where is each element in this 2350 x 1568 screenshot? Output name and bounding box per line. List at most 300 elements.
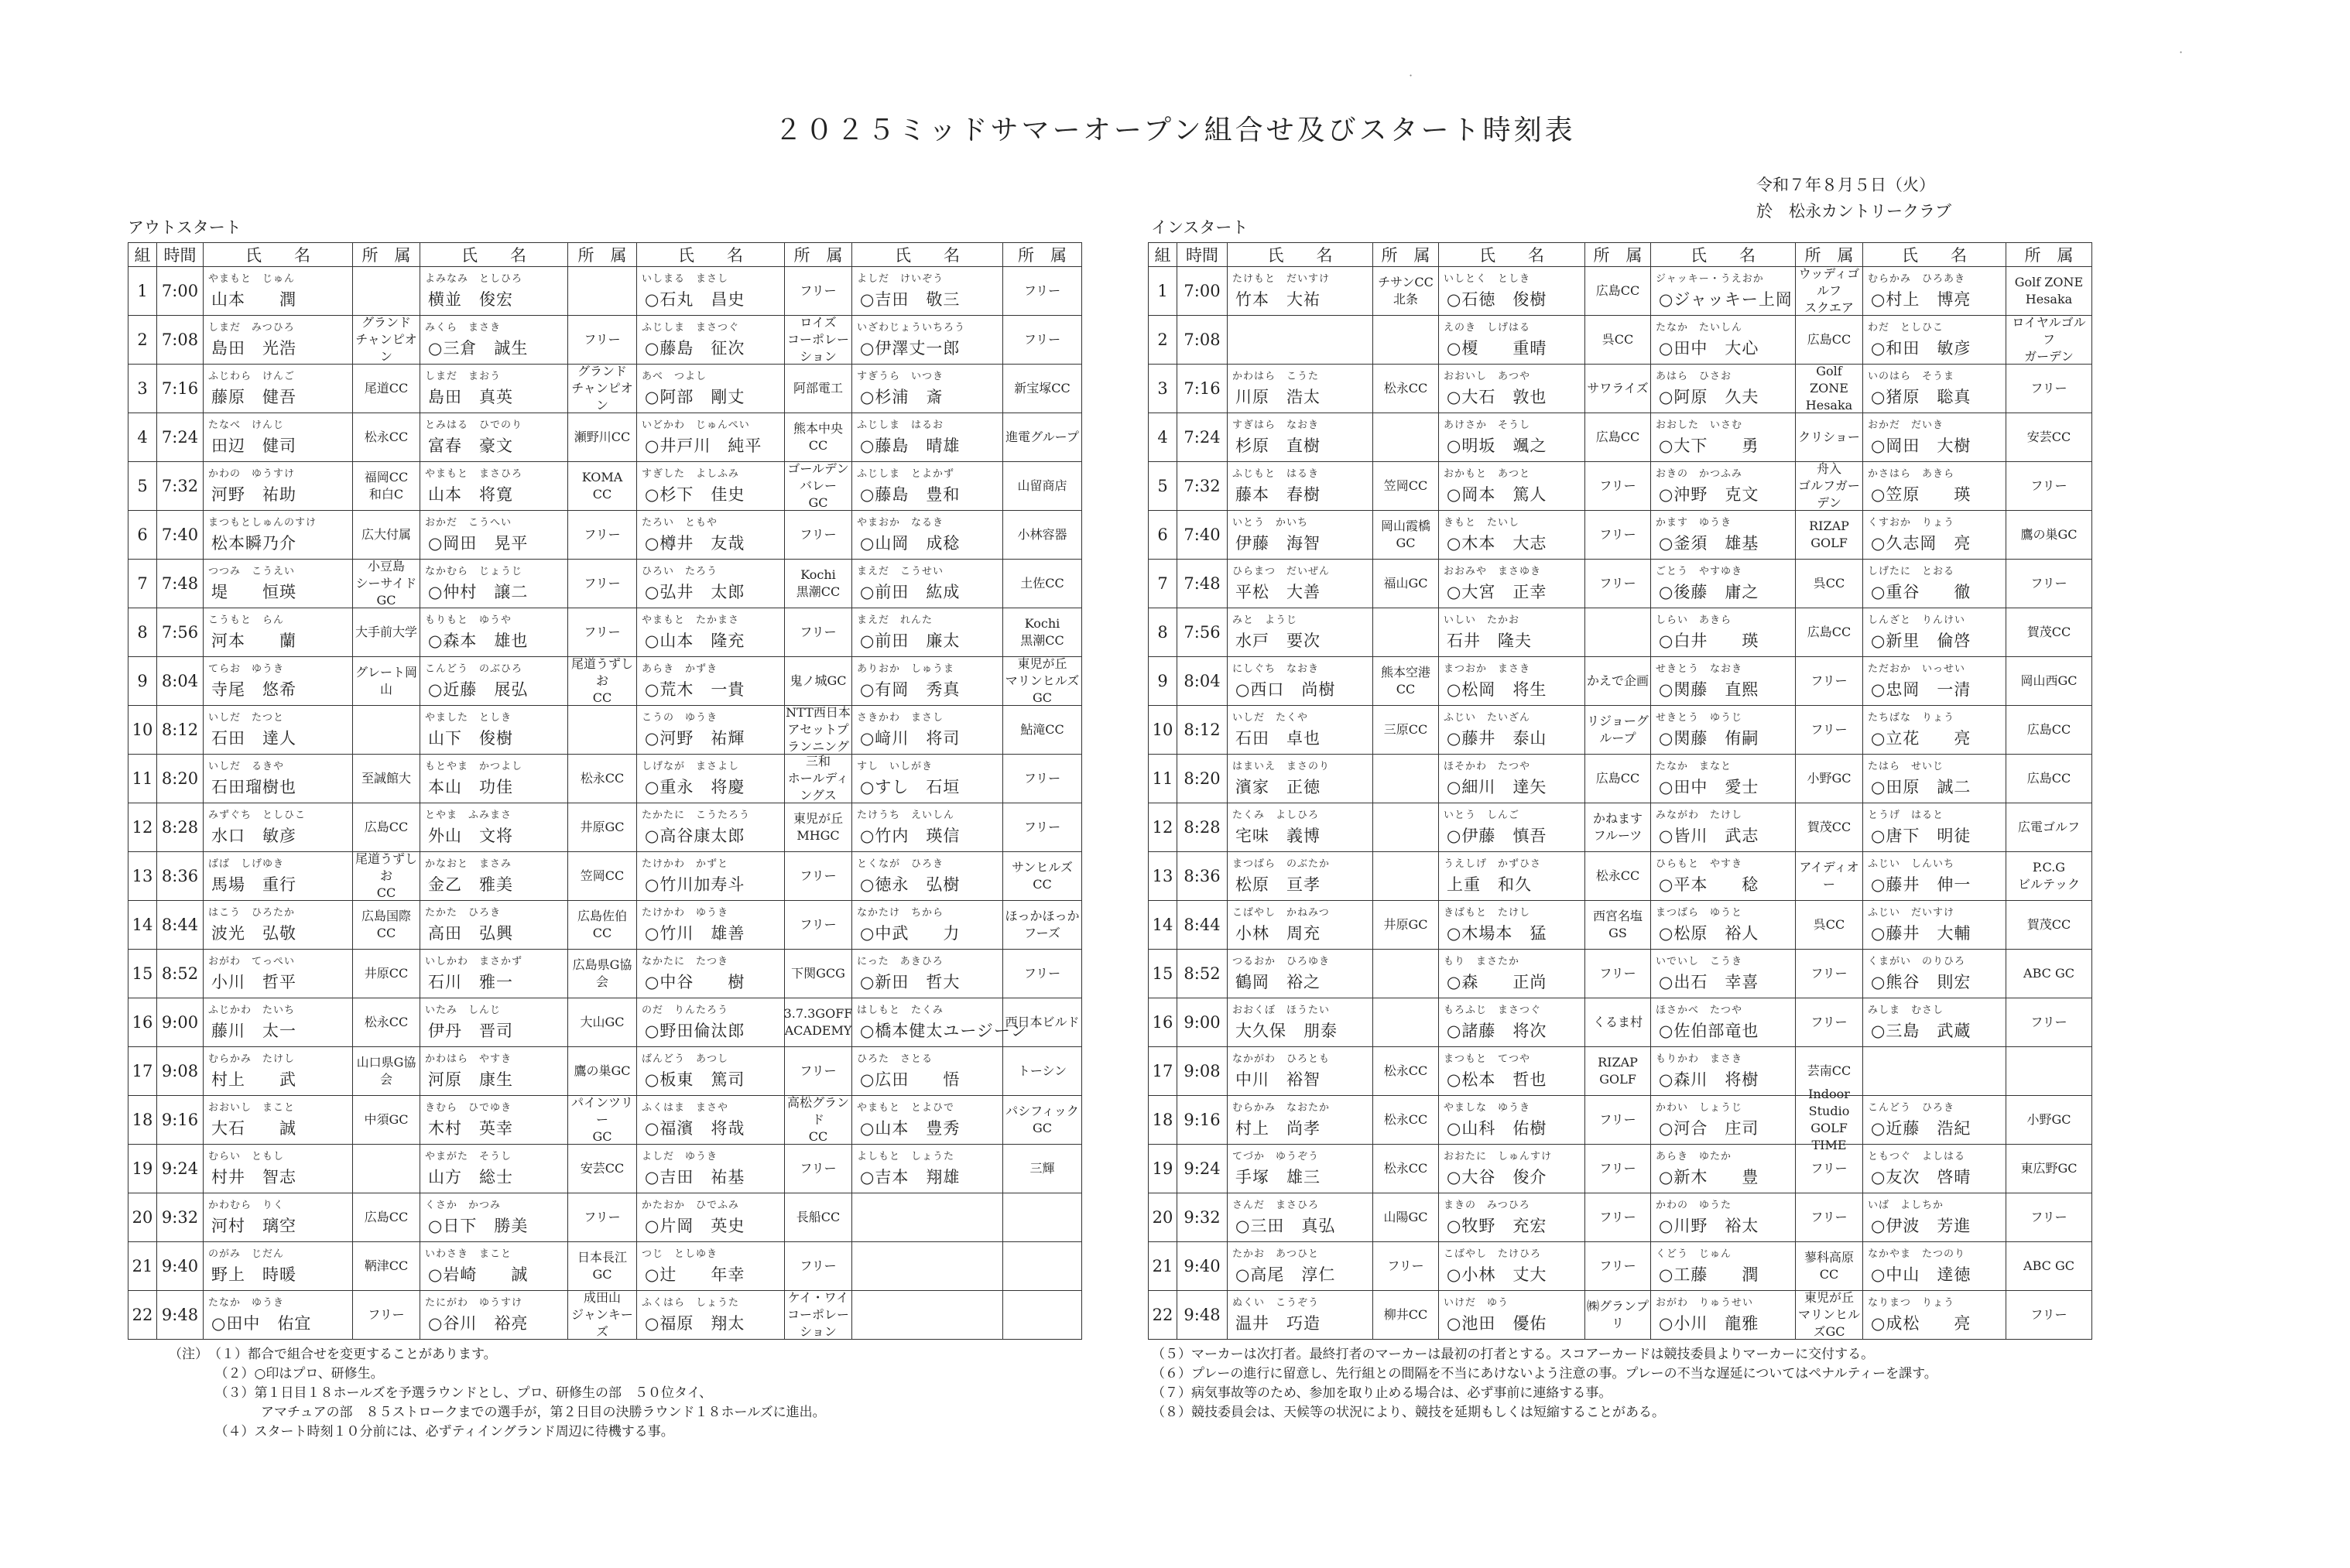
player-name: 村井 智志 — [211, 1168, 296, 1186]
player-name-block — [420, 413, 567, 461]
affiliation: 広島国際CC — [361, 909, 411, 940]
player-name-block — [1651, 1291, 1795, 1339]
event-date-venue — [1756, 172, 1951, 224]
affiliation: 下関GCG — [791, 966, 845, 981]
player-kana: たけもと だいすけ — [1232, 273, 1331, 285]
player-kana: ごとう やすゆき — [1656, 566, 1743, 577]
player-cell — [852, 1145, 1003, 1193]
affiliation-cell — [1796, 852, 1863, 901]
affiliation: 鷹の巣GC — [2020, 527, 2078, 542]
affiliation-cell — [1373, 706, 1439, 755]
player-name: ○石徳 俊樹 — [1447, 290, 1547, 309]
affiliation-cell — [2006, 657, 2092, 706]
player-name: 宅味 義博 — [1235, 827, 1321, 845]
player-name: 山方 総士 — [428, 1168, 513, 1186]
player-name-block — [420, 1096, 567, 1144]
player-name-block — [1439, 560, 1584, 608]
player-name: 川原 浩太 — [1235, 388, 1321, 406]
affiliation-cell — [1373, 1145, 1439, 1193]
affiliation: 岡山西GC — [2020, 673, 2078, 688]
affiliation: 尾道CC — [364, 381, 409, 395]
player-kana: かわむら りく — [208, 1200, 285, 1211]
player-name-block — [420, 560, 567, 608]
group-row — [1149, 365, 2092, 413]
player-name: 鶴岡 裕之 — [1235, 973, 1321, 991]
player-name-block — [204, 852, 352, 900]
affiliation: 西宮名塩 GS — [1592, 909, 1643, 940]
affiliation-cell — [1796, 1242, 1863, 1291]
player-kana: まつおか まさき — [1444, 663, 1531, 675]
note-line: （７）病気事故等のため、参加を取り止める場合は、必ず事前に連絡する事。 — [1152, 1385, 1612, 1401]
group-number: 9 — [1149, 657, 1177, 706]
start-time: 9:24 — [1177, 1145, 1228, 1193]
player-name-block — [852, 365, 1002, 413]
player-name: ○立花 亮 — [1871, 729, 1971, 748]
affiliation-cell — [568, 608, 637, 657]
player-kana: ふじもと はるき — [1232, 468, 1320, 480]
header-cell: 所 属 — [1585, 243, 1651, 267]
player-name: 山本 将寛 — [428, 485, 513, 504]
player-cell — [1228, 1291, 1373, 1340]
group-row — [1149, 852, 2092, 901]
player-name-block — [1651, 1096, 1795, 1144]
player-name: 温井 巧造 — [1235, 1314, 1321, 1333]
affiliation-cell — [1003, 511, 1082, 560]
player-name-block — [420, 1291, 567, 1339]
affiliation-cell — [1003, 755, 1082, 803]
player-name: ○重永 将慶 — [645, 778, 745, 796]
player-name: ○出石 幸喜 — [1659, 973, 1759, 991]
player-cell — [1228, 950, 1373, 998]
player-name-block — [1863, 901, 2006, 949]
player-name-block — [420, 657, 567, 705]
player-name: ○田中 佑宜 — [211, 1314, 312, 1333]
affiliation: フリー — [1810, 966, 1848, 981]
player-kana: おがわ りゅうせい — [1656, 1297, 1754, 1309]
player-kana: おかだ だいき — [1868, 419, 1944, 431]
player-cell — [1228, 998, 1373, 1047]
player-name: ○岡田 大樹 — [1871, 437, 1971, 455]
group-row — [128, 560, 1082, 608]
affiliation-cell — [785, 267, 852, 316]
player-name-block — [204, 462, 352, 510]
affiliation-cell — [1003, 1047, 1082, 1096]
affiliation: 福岡CC 和白C — [364, 470, 409, 502]
affiliation-cell — [1796, 511, 1863, 560]
player-name-block — [1863, 267, 2006, 315]
affiliation-cell — [1585, 462, 1651, 511]
player-name-block — [1439, 803, 1584, 851]
affiliation-cell — [1003, 950, 1082, 998]
player-name-block — [1651, 560, 1795, 608]
player-kana: やまもと じゅん — [208, 273, 296, 285]
player-cell — [1651, 950, 1796, 998]
affiliation: 松永CC — [364, 430, 409, 444]
player-cell — [637, 316, 785, 365]
start-time: 7:40 — [1177, 511, 1228, 560]
player-kana: こばやし たけひろ — [1444, 1248, 1542, 1260]
affiliation-cell — [785, 901, 852, 950]
affiliation: フリー — [1023, 283, 1061, 298]
affiliation-cell — [1796, 755, 1863, 803]
player-name: ○笠原 瑛 — [1871, 485, 1971, 504]
player-kana: ひらもと やすき — [1656, 858, 1743, 870]
start-time: 7:00 — [157, 267, 204, 316]
affiliation-cell — [785, 413, 852, 462]
start-time: 7:56 — [1177, 608, 1228, 657]
affiliation: ロイズ コーポレーション — [786, 315, 849, 364]
affiliation: トーシン — [1017, 1063, 1067, 1078]
group-row — [1149, 950, 2092, 998]
affiliation: 井原CC — [364, 966, 409, 981]
player-name-block — [637, 413, 784, 461]
player-name-block — [637, 1145, 784, 1193]
start-time: 8:28 — [1177, 803, 1228, 852]
player-cell — [1863, 1291, 2006, 1340]
player-name: ○大石 敦也 — [1447, 388, 1547, 406]
affiliation: かねます フルーツ — [1592, 811, 1643, 843]
player-cell — [1651, 365, 1796, 413]
affiliation-cell — [785, 608, 852, 657]
player-kana: あはら ひさお — [1656, 371, 1732, 382]
player-kana: おおいし あつや — [1444, 371, 1531, 382]
player-cell — [1651, 803, 1796, 852]
affiliation-cell — [1373, 901, 1439, 950]
affiliation: 広大付属 — [361, 527, 411, 542]
player-kana: むらい ともし — [208, 1151, 285, 1162]
player-kana: おかもと あつと — [1444, 468, 1531, 480]
affiliation: 笠岡CC — [1383, 478, 1428, 493]
header-cell: 時間 — [1177, 243, 1228, 267]
player-cell — [1651, 1145, 1796, 1193]
group-number: 3 — [128, 365, 157, 413]
player-cell — [1228, 511, 1373, 560]
affiliation-cell — [568, 755, 637, 803]
player-name: ○新田 哲大 — [860, 973, 961, 991]
affiliation-cell — [353, 803, 420, 852]
group-number: 7 — [1149, 560, 1177, 608]
affiliation-cell — [1003, 1193, 1082, 1242]
player-name-block — [204, 413, 352, 461]
player-name-block — [420, 803, 567, 851]
player-cell — [420, 998, 568, 1047]
player-kana: くさか かつみ — [425, 1200, 502, 1211]
affiliation-cell — [1585, 1291, 1651, 1340]
affiliation: 山口県G協会 — [356, 1055, 416, 1087]
player-kana: こんどう ひろき — [1868, 1102, 1955, 1114]
player-name: ○片岡 英史 — [645, 1217, 745, 1235]
note-line: （２）○印はプロ、研修生。 — [169, 1366, 384, 1381]
affiliation — [1585, 608, 1650, 656]
player-name-block — [1863, 1242, 2006, 1290]
player-name: 伊藤 海智 — [1235, 534, 1321, 553]
player-cell — [1439, 1242, 1585, 1291]
group-number: 22 — [128, 1291, 157, 1340]
player-name-block — [852, 901, 1002, 949]
player-name-block — [1651, 511, 1795, 559]
header-cell: 氏 名 — [204, 243, 353, 267]
player-kana: こうもと らん — [208, 615, 285, 626]
player-kana: うえしげ かずひさ — [1444, 858, 1542, 870]
player-kana: たけうち えいしん — [857, 810, 955, 821]
affiliation-cell — [785, 706, 852, 755]
player-cell — [1228, 706, 1373, 755]
affiliation-cell — [2006, 608, 2092, 657]
event-date: 令和７年８月５日（火） — [1756, 176, 1935, 194]
affiliation: くるま村 — [1592, 1015, 1643, 1029]
note-line: （６）プレーの進行に留意し、先行組との間隔を不当にあけないよう注意の事。プレーの不当な遅延についてはペナルティーを課す。 — [1152, 1366, 1937, 1381]
affiliation: 呉CC — [1813, 917, 1845, 932]
affiliation: フリー — [1599, 576, 1636, 591]
player-cell — [420, 1096, 568, 1145]
affiliation: フリー — [800, 527, 837, 542]
player-name: 石井 隆夫 — [1447, 632, 1532, 650]
player-name-block — [420, 998, 567, 1046]
player-name: ○徳永 弘樹 — [860, 875, 961, 894]
affiliation: フリー — [584, 527, 621, 542]
affiliation-cell — [353, 365, 420, 413]
affiliation: ロイヤルゴルフ ガーデン — [2012, 315, 2086, 364]
player-name-block — [1228, 1145, 1372, 1193]
player-cell — [1651, 511, 1796, 560]
player-cell — [1651, 1193, 1796, 1242]
player-cell — [637, 1145, 785, 1193]
player-kana: ふじい だいすけ — [1868, 907, 1955, 919]
affiliation: グランド チャンピオン — [571, 364, 633, 413]
player-kana: くすおか りょう — [1868, 517, 1955, 529]
player-name: ○伊藤 慎吾 — [1447, 827, 1547, 845]
player-name: ○近藤 展弘 — [428, 680, 529, 699]
affiliation-cell — [785, 1096, 852, 1145]
player-name: 竹本 大祐 — [1235, 290, 1321, 309]
player-kana: いたみ しんじ — [425, 1005, 502, 1016]
player-name-block — [420, 1193, 567, 1241]
player-name-block — [852, 706, 1002, 754]
affiliation: 成田山 ジャンキーズ — [571, 1290, 633, 1339]
player-name-block — [1651, 1047, 1795, 1095]
affiliation-cell — [1585, 608, 1651, 657]
player-name: ○吉本 翔雄 — [860, 1168, 961, 1186]
affiliation — [2006, 1047, 2091, 1095]
affiliation-cell — [2006, 1291, 2092, 1340]
player-kana: おおくぼ ほうたい — [1232, 1005, 1331, 1016]
affiliation: 柳井CC — [1383, 1307, 1428, 1322]
group-row — [1149, 1145, 2092, 1193]
group-number: 20 — [128, 1193, 157, 1242]
player-cell — [420, 950, 568, 998]
affiliation: フリー — [800, 1161, 837, 1176]
affiliation: 松永CC — [1383, 1112, 1428, 1127]
player-name: 田辺 健司 — [211, 437, 296, 455]
player-name: ○大下 勇 — [1659, 437, 1759, 455]
player-cell — [637, 1096, 785, 1145]
player-cell — [852, 998, 1028, 1047]
player-kana: まえだ れんた — [857, 615, 933, 626]
player-cell — [1439, 1145, 1585, 1193]
affiliation: フリー — [2030, 1015, 2067, 1029]
affiliation-cell — [353, 998, 420, 1047]
affiliation: パインツリー GC — [570, 1095, 633, 1144]
player-kana: きもと たいし — [1444, 517, 1520, 529]
group-number: 3 — [1149, 365, 1177, 413]
player-name: ○広田 悟 — [860, 1070, 961, 1089]
player-name: 山本 潤 — [211, 290, 296, 309]
player-kana: かたおか ひでふみ — [642, 1200, 740, 1211]
affiliation-cell — [785, 755, 852, 803]
player-kana: せきとう なおき — [1656, 663, 1743, 675]
player-cell — [420, 1047, 568, 1096]
player-kana: ひろた さとる — [857, 1053, 933, 1065]
player-cell — [1863, 608, 2006, 657]
affiliation-cell — [785, 1145, 852, 1193]
group-row — [1149, 560, 2092, 608]
start-time: 7:16 — [157, 365, 204, 413]
affiliation-cell — [1373, 1096, 1439, 1145]
player-kana: おおした いさむ — [1656, 419, 1743, 431]
player-cell — [1651, 852, 1796, 901]
start-time: 8:04 — [157, 657, 204, 706]
start-time: 8:52 — [1177, 950, 1228, 998]
player-kana: とくなが ひろき — [857, 858, 944, 870]
affiliation: フリー — [2030, 1307, 2067, 1322]
affiliation: フリー — [1599, 527, 1636, 542]
affiliation: 三輝 — [1029, 1161, 1055, 1176]
player-cell — [852, 365, 1003, 413]
player-cell — [420, 560, 568, 608]
player-cell — [1651, 462, 1796, 511]
group-row — [128, 413, 1082, 462]
group-row — [1149, 1291, 2092, 1340]
player-kana: えのき しげはる — [1444, 322, 1531, 334]
affiliation-cell — [1796, 1291, 1863, 1340]
player-cell — [420, 1291, 568, 1340]
start-time: 8:44 — [157, 901, 204, 950]
player-name-block — [1439, 1193, 1584, 1241]
affiliation: RIZAP GOLF — [1598, 1055, 1638, 1087]
player-cell — [1439, 803, 1585, 852]
affiliation: 東広野GC — [2020, 1161, 2078, 1176]
player-kana: むらかみ なおたか — [1232, 1102, 1331, 1114]
affiliation: 広島CC — [1807, 625, 1852, 639]
player-cell — [1651, 608, 1796, 657]
affiliation: フリー — [800, 1258, 837, 1273]
start-time: 9:40 — [157, 1242, 204, 1291]
player-cell — [420, 755, 568, 803]
player-name-block — [1863, 998, 2006, 1046]
player-kana: なかたけ ちから — [857, 907, 944, 919]
player-cell — [1439, 365, 1585, 413]
affiliation: ゴールデンバレー GC — [787, 461, 849, 510]
player-name-block — [204, 657, 352, 705]
player-kana: はしもと たくみ — [857, 1005, 944, 1016]
group-number: 5 — [1149, 462, 1177, 511]
affiliation: 広電ゴルフ — [2017, 820, 2080, 834]
affiliation: 呉CC — [1601, 332, 1634, 347]
player-name-block — [1439, 267, 1584, 315]
affiliation-cell — [1003, 1242, 1082, 1291]
affiliation: 賀茂CC — [1807, 820, 1852, 834]
affiliation-cell — [1585, 901, 1651, 950]
player-kana: もとやま かつよし — [425, 761, 523, 772]
player-cell — [1228, 608, 1373, 657]
affiliation-cell — [1585, 657, 1651, 706]
player-name-block — [637, 852, 784, 900]
group-number: 8 — [128, 608, 157, 657]
affiliation-cell — [1585, 1047, 1651, 1096]
player-name: 堤 恒瑛 — [211, 583, 296, 601]
player-kana: さきかわ まさし — [857, 712, 944, 724]
group-number: 21 — [128, 1242, 157, 1291]
player-kana: むらかみ ひろあき — [1868, 273, 1966, 285]
player-name-block — [1228, 316, 1372, 364]
player-cell — [1228, 413, 1373, 462]
player-kana: いしだ たつと — [208, 712, 285, 724]
player-name-block — [1863, 803, 2006, 851]
player-kana: かなおと まさみ — [425, 858, 512, 870]
player-name: 手塚 雄三 — [1235, 1168, 1321, 1186]
player-name: ○細川 達矢 — [1447, 778, 1547, 796]
affiliation-cell — [1796, 706, 1863, 755]
affiliation-cell — [353, 462, 420, 511]
affiliation-cell — [1585, 950, 1651, 998]
affiliation-cell — [785, 462, 852, 511]
player-name: ○谷川 裕亮 — [428, 1314, 529, 1333]
player-name-block — [637, 608, 784, 656]
player-name-block — [204, 608, 352, 656]
player-cell — [852, 1193, 1003, 1242]
group-number: 13 — [1149, 852, 1177, 901]
player-name: ○三島 武蔵 — [1871, 1022, 1971, 1040]
player-kana: みしま むさし — [1868, 1005, 1944, 1016]
player-cell — [420, 657, 568, 706]
player-cell — [1228, 901, 1373, 950]
player-name: 山下 俊樹 — [428, 729, 513, 748]
affiliation: 鞆津CC — [364, 1258, 409, 1273]
player-name-block — [1863, 950, 2006, 998]
group-row — [1149, 706, 2092, 755]
player-name-block — [204, 1193, 352, 1241]
start-time: 7:16 — [1177, 365, 1228, 413]
player-kana: てづか ゆうぞう — [1232, 1151, 1320, 1162]
player-name-block — [852, 511, 1002, 559]
player-name-block — [1228, 267, 1372, 315]
player-name: ○田中 愛士 — [1659, 778, 1759, 796]
affiliation: 小豆島 シーサイドGC — [355, 559, 417, 608]
start-time: 7:24 — [157, 413, 204, 462]
affiliation: 安芸CC — [2026, 430, 2071, 444]
player-name-block — [637, 1096, 784, 1144]
affiliation: フリー — [584, 332, 621, 347]
player-kana: おきの かつふみ — [1656, 468, 1743, 480]
affiliation-cell — [2006, 755, 2092, 803]
affiliation: ウッディゴルフ スクエア — [1798, 266, 1860, 315]
player-name-block — [204, 1096, 352, 1144]
affiliation-cell — [568, 1145, 637, 1193]
player-cell — [852, 1047, 1003, 1096]
player-name: ○橋本健太ユージーン — [860, 1022, 1028, 1040]
player-cell — [1439, 657, 1585, 706]
player-name: 藤本 春樹 — [1235, 485, 1321, 504]
player-cell — [1863, 365, 2006, 413]
player-name: ○新里 倫啓 — [1871, 632, 1971, 650]
player-cell — [420, 852, 568, 901]
player-kana: わだ としひこ — [1868, 322, 1944, 334]
player-kana: ふくはら しょうた — [642, 1297, 740, 1309]
player-cell — [852, 560, 1003, 608]
affiliation: 賀茂CC — [2026, 625, 2071, 639]
player-name: ○荒木 一貴 — [645, 680, 745, 699]
player-kana: おおたに しゅんすけ — [1444, 1151, 1553, 1162]
